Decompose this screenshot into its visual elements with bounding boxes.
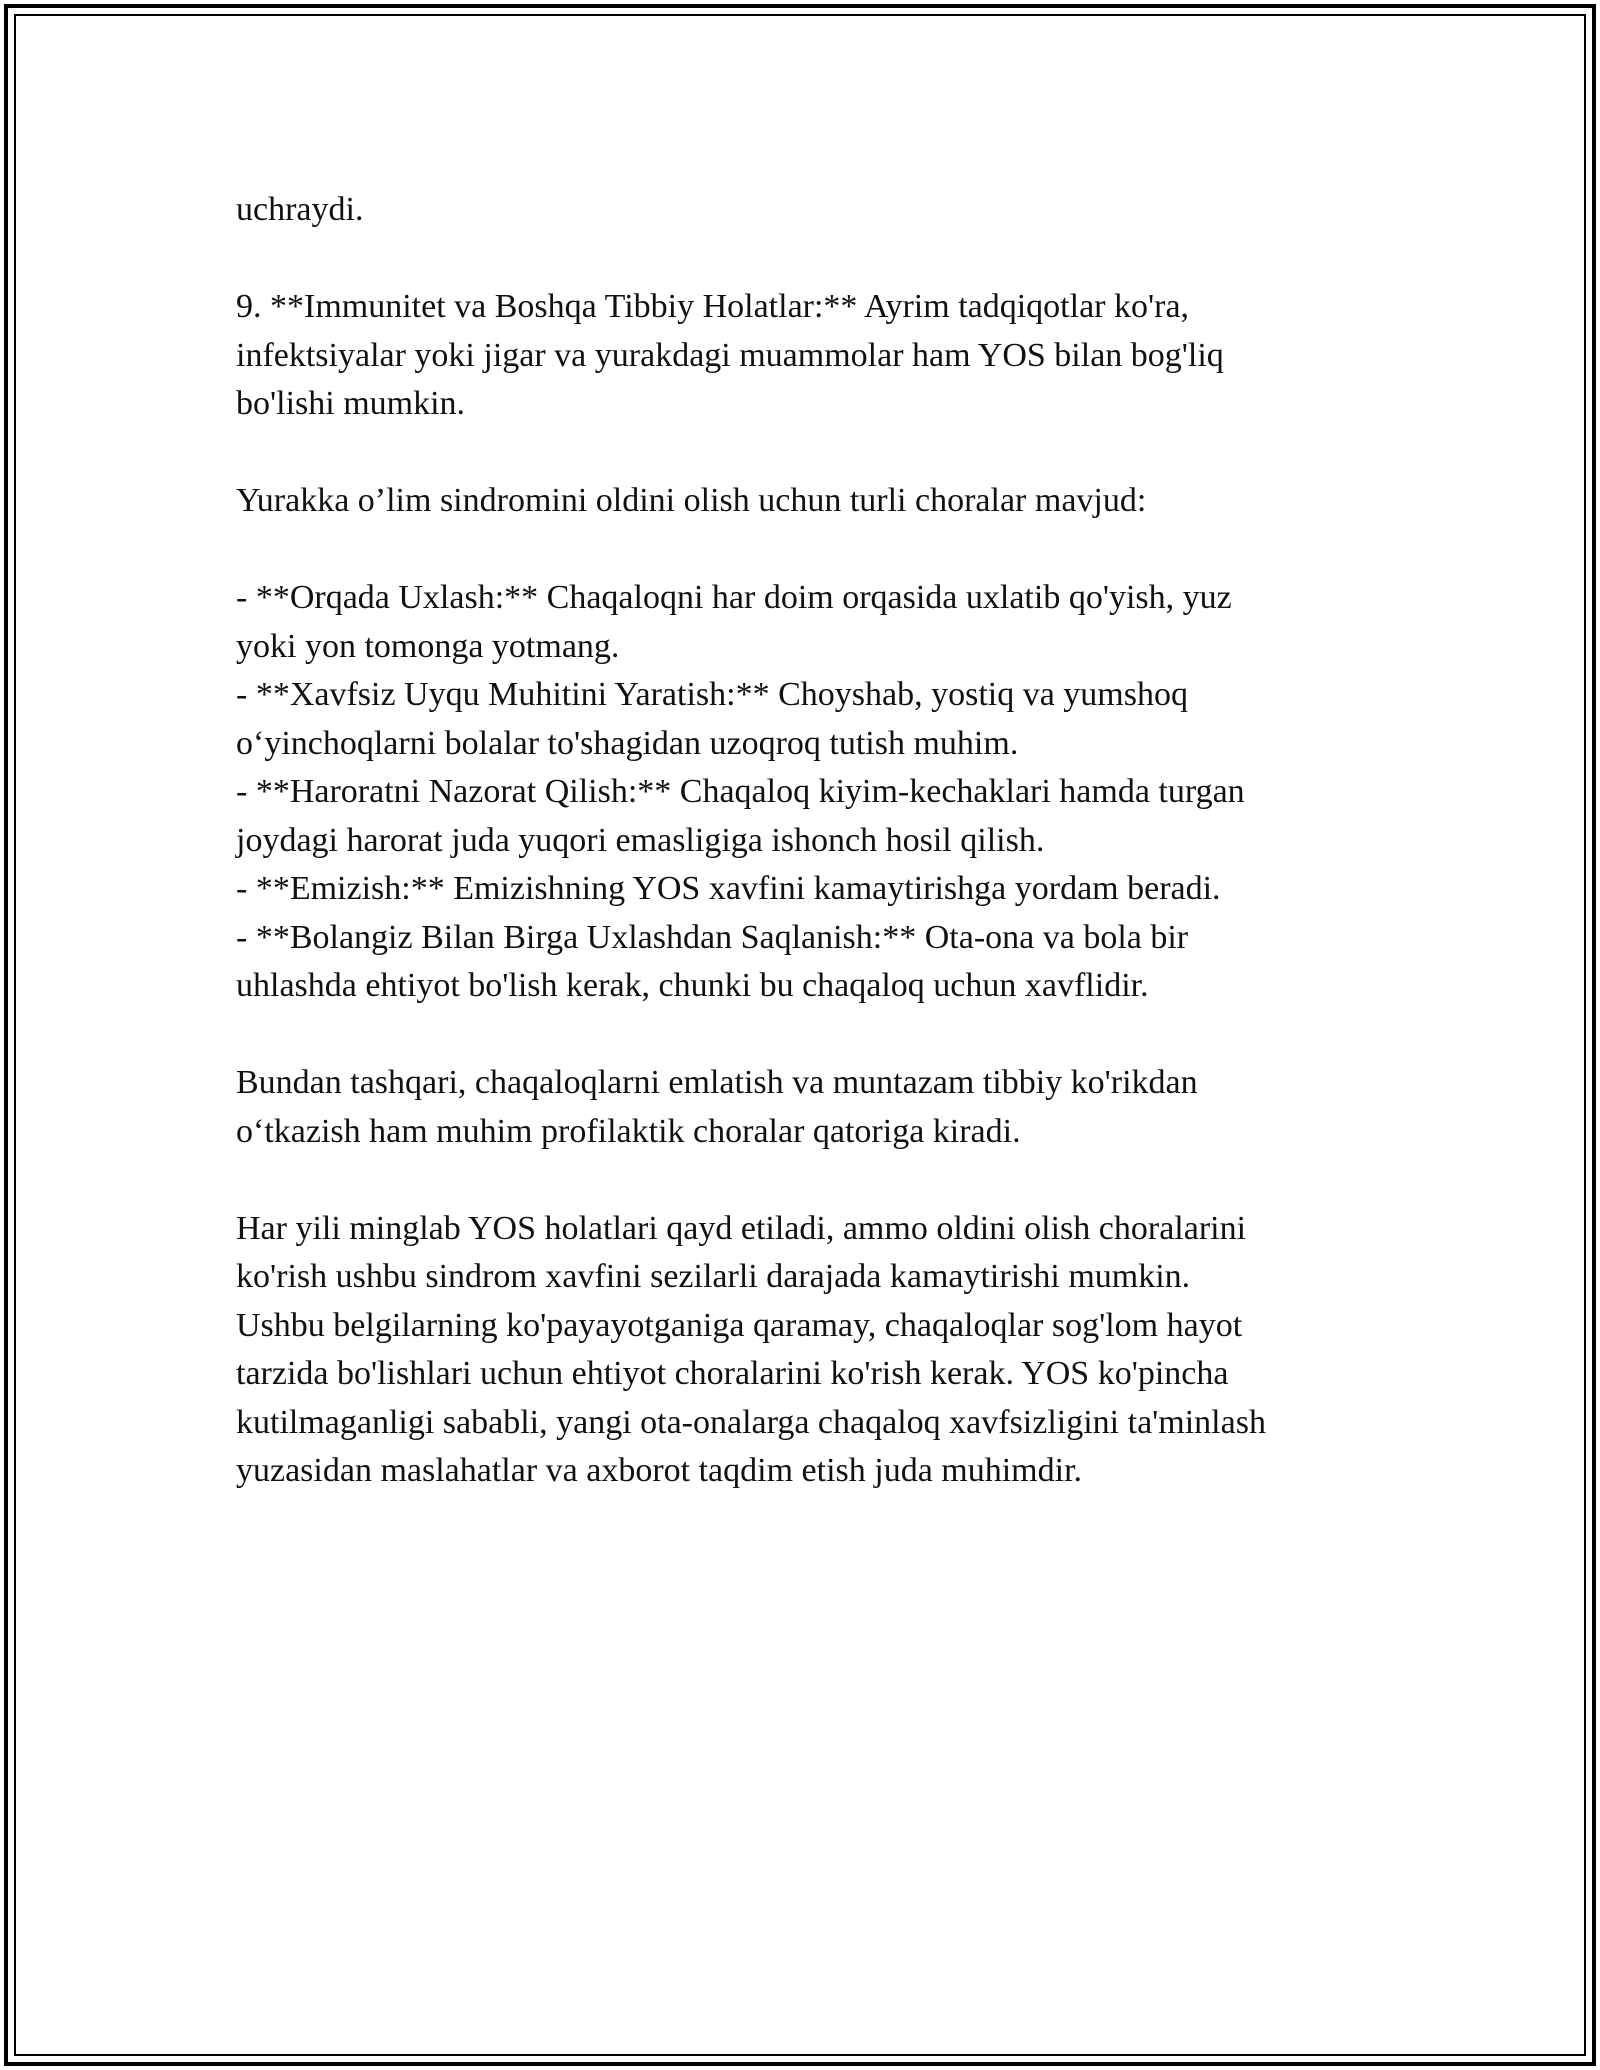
text-line: - **Bolangiz Bilan Birga Uxlashdan Saqlanish:** Ota-ona va bola bir (236, 918, 1189, 956)
text-line: uchraydi. (236, 191, 364, 228)
text-line: tarzida bo'lishlari uchun ehtiyot choralarini ko'rish kerak. YOS ko'pincha (236, 1355, 1229, 1392)
paragraph-gap (236, 1011, 1376, 1060)
text-line: joydagi harorat juda yuqori emasligiga ishonch hosil qilish. (236, 821, 1045, 859)
text-line: - **Xavfsiz Uyqu Muhitini Yaratish:** Choyshab, yostiq va yumshoq (236, 676, 1188, 713)
text-line: o‘tkazish ham muhim profilaktik choralar qatoriga kiradi. (236, 1112, 1021, 1150)
text-line: Yurakka o’lim sindromini oldini olish uchun turli choralar mavjud: (236, 482, 1147, 519)
text-line: bo'lishi mumkin. (236, 385, 466, 422)
text-line: ko'rish ushbu sindrom xavfini sezilarli darajada kamaytirishi mumkin. (236, 1258, 1191, 1295)
text-line: Ushbu belgilarning ko'payayotganiga qaramay, chaqaloqlar sog'lom hayot (236, 1306, 1243, 1344)
text-line: - **Orqada Uxlash:** Chaqaloqni har doim orqasida uxlatib qo'yish, yuz (236, 579, 1232, 616)
text-line: - **Emizish:** Emizishning YOS xavfini kamaytirishga yordam beradi. (236, 870, 1221, 907)
document-body (236, 186, 1376, 1496)
text-line: infektsiyalar yoki jigar va yurakdagi muammolar ham YOS bilan bog'liq (236, 336, 1224, 374)
text-line: o‘yinchoqlarni bolalar to'shagidan uzoqroq tutish muhim. (236, 724, 1019, 762)
text-line: yoki yon tomonga yotmang. (236, 627, 620, 665)
text-line: Har yili minglab YOS holatlari qayd etiladi, ammo oldini olish choralarini (236, 1209, 1247, 1247)
paragraph-gap (236, 235, 1376, 284)
paragraph-gap (236, 1156, 1376, 1205)
text-line: 9. **Immunitet va Boshqa Tibbiy Holatlar:** Ayrim tadqiqotlar ko'ra, (236, 288, 1190, 325)
paragraph-gap (236, 526, 1376, 575)
text-line: kutilmaganligi sababli, yangi ota-onalarga chaqaloq xavfsizligini ta'minlash (236, 1403, 1266, 1441)
text-line: - **Haroratni Nazorat Qilish:** Chaqaloq kiyim-kechaklari hamda turgan (236, 773, 1245, 810)
text-line: yuzasidan maslahatlar va axborot taqdim etish juda muhimdir. (236, 1452, 1083, 1489)
paragraph-gap (236, 429, 1376, 478)
text-line: Bundan tashqari, chaqaloqlarni emlatish va muntazam tibbiy ko'rikdan (236, 1064, 1198, 1101)
text-line: uhlashda ehtiyot bo'lish kerak, chunki bu chaqaloq uchun xavflidir. (236, 967, 1149, 1004)
